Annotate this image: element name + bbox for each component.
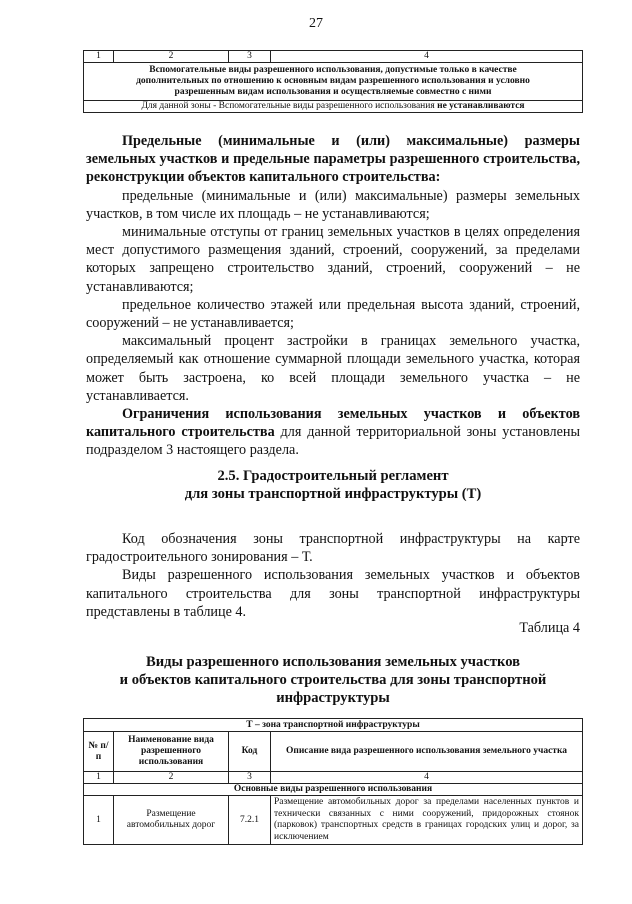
limits-heading: Предельные (минимальные и (или) максимальные) размеры земельных участков и предельные параметры разрешенного строительства, реконструкции объектов капитального строительства: <box>86 133 580 186</box>
restrictions-rest: для данной территориальной зоны установлены подразделом 3 настоящего раздела. <box>86 424 580 459</box>
row-code: 7.2.1 <box>229 796 271 845</box>
page-number: 27 <box>309 16 323 31</box>
intro-block <box>86 530 580 621</box>
main-table <box>83 718 583 845</box>
top-col-3: 3 <box>229 51 271 63</box>
limits-item: минимальные отступы от границ земельных участков в целях определения мест допустимого размещения зданий, строений, сооружений, за пределами которых запрещено строительство зданий, строений, сооружений – не устанавливаются; <box>86 224 580 295</box>
col-number: 2 <box>114 772 229 784</box>
header-num: № п/п <box>84 732 114 772</box>
top-col-1: 1 <box>84 51 114 63</box>
col-number: 3 <box>229 772 271 784</box>
row-name: Размещение автомобильных дорог <box>114 796 229 845</box>
zone-title: Т – зона транспортной инфраструктуры <box>84 719 583 732</box>
row-desc: Размещение автомобильных дорог за пределами населенных пунктов и технически связанных с ними сооружений, придорожных стоянок (парковок) транспортных средств в границах городских улиц и дорог, за исключением <box>271 796 583 845</box>
top-col-2: 2 <box>114 51 229 63</box>
top-header <box>84 63 583 101</box>
header-desc: Описание вида разрешенного использования земельного участка <box>271 732 583 772</box>
section-title-line: 2.5. Градостроительный регламент <box>217 468 449 484</box>
code-para: Код обозначения зоны транспортной инфраструктуры на карте градостроительного зонирования – Т. <box>86 531 580 566</box>
table-label: Таблица 4 <box>519 620 580 636</box>
table-title-line: Виды разрешенного использования земельных участков <box>145 654 521 670</box>
limits-item: максимальный процент застройки в границах земельного участка, определяемый как отношение суммарной площади земельного участка, которая может быть застроена, ко всей площади земельного участка – не устанавливается. <box>86 333 580 404</box>
col-number: 1 <box>84 772 114 784</box>
limits-item: предельное количество этажей или предельная высота зданий, строений, сооружений – не устанавливается; <box>86 296 580 332</box>
table-title <box>86 653 580 707</box>
top-header-line: разрешенным видам использования и осуществляемые совместно с ними <box>174 87 492 97</box>
types-para: Виды разрешенного использования земельных участков и объектов капитального строительства для зоны транспортной инфраструктуры представлены в таблице 4. <box>86 567 580 620</box>
table-title-line: инфраструктуры <box>276 690 390 706</box>
limits-item: предельные (минимальные и (или) максимальные) размеры земельных участков, в том числе их площадь – не устанавливаются; <box>86 187 580 222</box>
top-table <box>83 50 583 113</box>
limits-block <box>86 132 580 460</box>
col-number: 4 <box>271 772 583 784</box>
top-header-line: дополнительных по отношению к основным видам разрешенного использования и условно <box>136 76 530 86</box>
top-note <box>84 101 583 113</box>
header-name: Наименование вида разрешенного использования <box>114 732 229 772</box>
section-title <box>86 467 580 503</box>
header-code: Код <box>229 732 271 772</box>
table-row <box>84 796 583 845</box>
table-title-line: и объектов капитального строительства для зоны транспортной <box>119 672 547 688</box>
restrictions-para <box>86 405 580 460</box>
restrictions-bold: Ограничения использования земельных участков и объектов капитального строительства <box>86 406 580 441</box>
top-col-4: 4 <box>271 51 583 63</box>
row-num: 1 <box>84 796 114 845</box>
section-row: Основные виды разрешенного использования <box>84 784 583 796</box>
top-note-text: Для данной зоны - Вспомогательные виды разрешенного использования <box>141 101 438 111</box>
top-header-line: Вспомогательные виды разрешенного использования, допустимые только в качестве <box>149 65 517 75</box>
top-note-bold: не устанавливаются <box>437 101 525 111</box>
section-title-line: для зоны транспортной инфраструктуры (Т) <box>184 486 482 502</box>
